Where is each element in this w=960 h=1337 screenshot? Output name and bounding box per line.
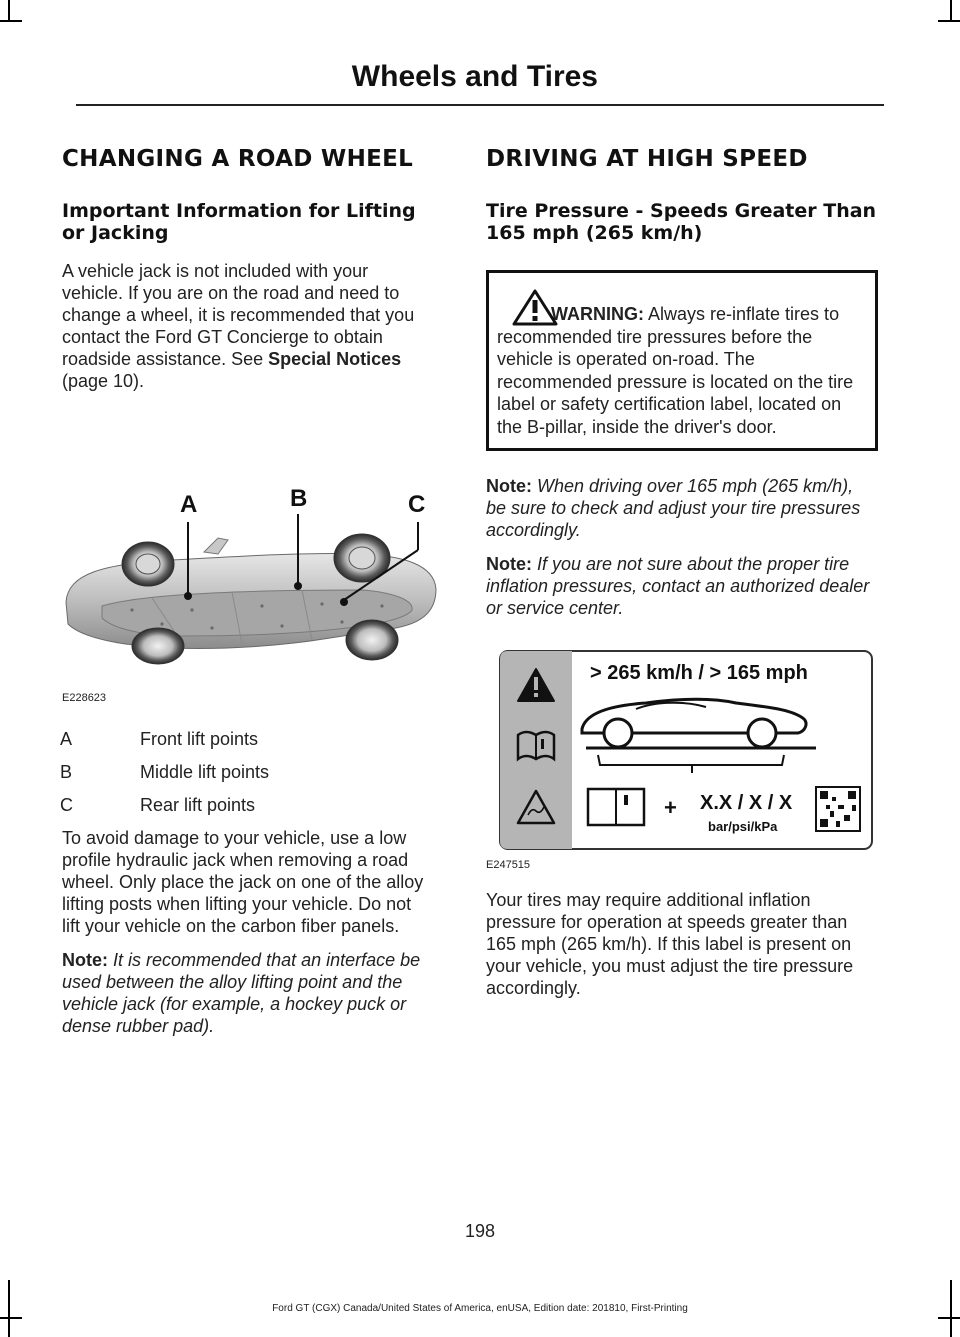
inflation-paragraph: Your tires may require additional inflation pressure for operation at speeds greater than 165 mph (265 km/h). If this label is present on your vehicle, you must adjust the tire pressure accordingly. xyxy=(486,890,854,998)
crop-mark xyxy=(938,20,960,22)
dealer-note xyxy=(486,553,878,619)
note-label: Note: xyxy=(62,950,108,970)
jack-note xyxy=(62,949,434,1037)
section-heading: CHANGING A ROAD WHEEL xyxy=(62,146,414,172)
legend-label: Rear lift points xyxy=(140,795,256,815)
intro-text: A vehicle jack is not included with your vehicle. If you are on the road and need to change a wheel, it is recommended that you contact the Ford GT Concierge to obtain roadside assistance. See xyxy=(62,261,415,369)
subsection-heading: Important Information for Lifting or Jacking xyxy=(62,200,416,244)
crop-mark xyxy=(0,20,22,22)
label-pressure-value: X.X / X / X xyxy=(700,792,793,814)
legend-label: Middle lift points xyxy=(140,762,270,782)
note-label: Note: xyxy=(486,476,532,496)
intro-paragraph xyxy=(62,260,434,392)
subsection-heading: Tire Pressure - Speeds Greater Than 165 mph (265 km/h) xyxy=(486,200,877,244)
crop-mark xyxy=(8,0,10,22)
lift-points-figure xyxy=(62,414,434,704)
jack-paragraph: To avoid damage to your vehicle, use a low profile hydraulic jack when removing a road wheel. Only place the jack on one of the alloy lifting posts when lifting your vehicle. Do not lift your vehicle on the carbon fiber panels. xyxy=(62,828,424,936)
label-book-icon xyxy=(588,789,644,825)
note-text: When driving over 165 mph (265 km/h), be sure to check and adjust your tire pressures accordingly. xyxy=(486,476,861,540)
label-pressure-units: bar/psi/kPa xyxy=(708,819,778,834)
car-underside-illustration xyxy=(62,414,440,704)
lift-points-legend xyxy=(60,728,434,816)
crop-mark xyxy=(938,1317,960,1319)
note-text: It is recommended that an interface be used between the alloy lifting point and the vehicle jack (for example, a hockey puck or dense rubber pad). xyxy=(62,950,421,1036)
legend-key: A xyxy=(60,729,73,749)
section-heading: DRIVING AT HIGH SPEED xyxy=(486,146,808,172)
callout-a: A xyxy=(180,491,198,518)
warning-box xyxy=(486,270,878,451)
legend-key: C xyxy=(60,795,73,815)
legend-row xyxy=(60,761,434,783)
right-column xyxy=(486,146,878,1011)
legend-row xyxy=(60,728,434,750)
page-number: 198 xyxy=(464,1221,496,1241)
label-speed-text: > 265 km/h / > 165 mph xyxy=(590,662,808,684)
speed-note xyxy=(486,475,878,541)
label-qr-code xyxy=(816,787,860,831)
page-header-title: Wheels and Tires xyxy=(351,60,598,93)
page-footer: Ford GT (CGX) Canada/United States of America, enUSA, Edition date: 201810, First-Printing xyxy=(272,1303,688,1314)
tire-pressure-label-figure xyxy=(486,647,878,871)
header-divider xyxy=(76,104,884,106)
callout-b: B xyxy=(290,485,308,512)
left-column xyxy=(62,146,434,1049)
note-label: Note: xyxy=(486,554,532,574)
crop-mark xyxy=(950,0,952,22)
warning-body: Always re-inflate tires to recommended tire pressures before the vehicle is operated on-road. The recommended pressure is located on the tire label or safety certification label, located on the B-pillar, inside the driver's door. xyxy=(497,304,854,437)
intro-page-ref: (page 10). xyxy=(62,371,145,391)
crop-mark xyxy=(0,1317,22,1319)
callout-c: C xyxy=(408,491,426,518)
figure-code: E247515 xyxy=(486,859,531,871)
tire-pressure-label xyxy=(486,647,878,855)
legend-label: Front lift points xyxy=(140,729,259,749)
legend-key: B xyxy=(60,762,73,782)
label-plus: + xyxy=(664,795,677,820)
warning-label: WARNING: xyxy=(551,304,644,324)
warning-triangle-icon xyxy=(511,287,559,327)
legend-row xyxy=(60,794,434,816)
special-notices-link[interactable]: Special Notices xyxy=(268,349,402,369)
figure-code: E228623 xyxy=(62,692,107,704)
note-text: If you are not sure about the proper tire inflation pressures, contact an authorized dealer or service center. xyxy=(486,554,870,618)
